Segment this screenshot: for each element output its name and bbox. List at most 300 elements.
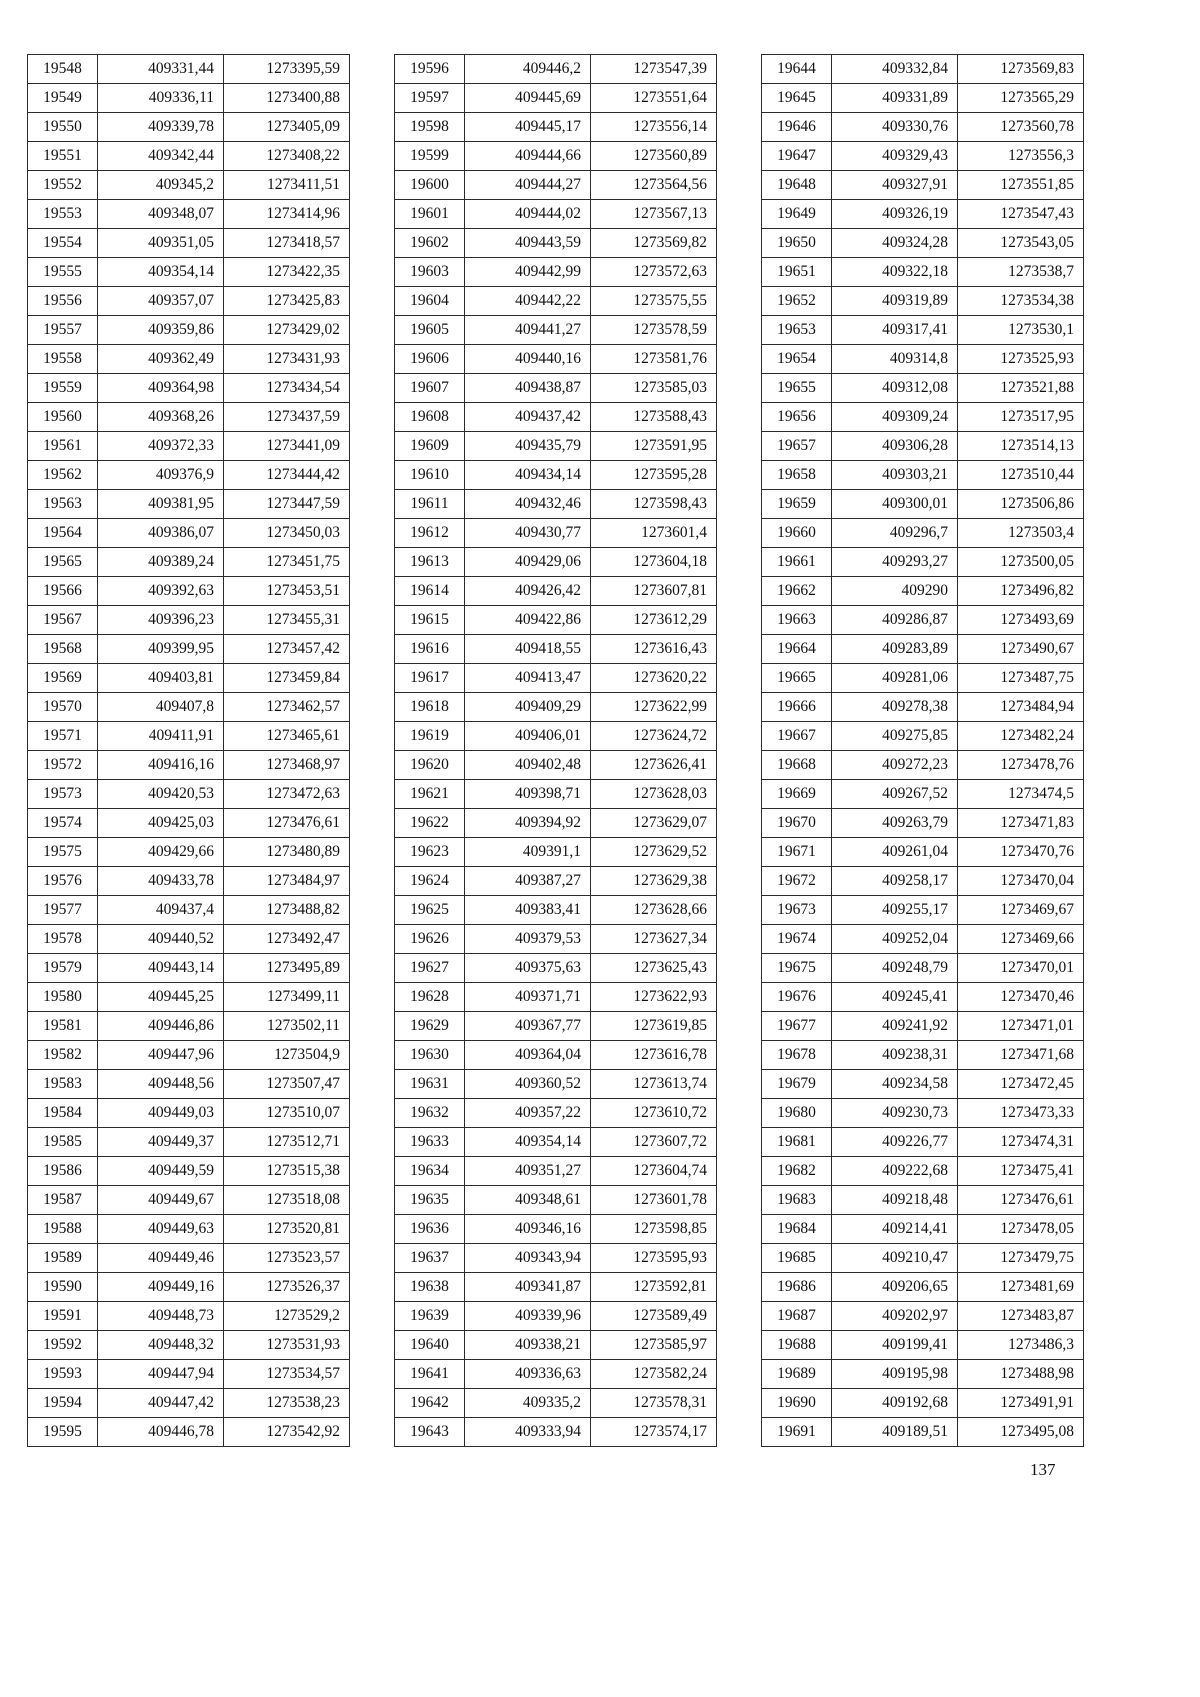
y-coordinate-cell: 1273572,63 (591, 258, 717, 287)
x-coordinate-cell: 409449,63 (98, 1215, 224, 1244)
point-number-cell: 19652 (762, 287, 832, 316)
point-number-cell: 19565 (28, 548, 98, 577)
x-coordinate-cell: 409371,71 (465, 983, 591, 1012)
x-coordinate-cell: 409443,59 (465, 229, 591, 258)
point-number-cell: 19598 (395, 113, 465, 142)
point-number-cell: 19621 (395, 780, 465, 809)
x-coordinate-cell: 409447,94 (98, 1360, 224, 1389)
table-row (28, 519, 350, 548)
y-coordinate-cell: 1273588,43 (591, 403, 717, 432)
table-row (395, 1099, 717, 1128)
x-coordinate-cell: 409372,33 (98, 432, 224, 461)
y-coordinate-cell: 1273506,86 (958, 490, 1084, 519)
x-coordinate-cell: 409296,7 (832, 519, 958, 548)
x-coordinate-cell: 409396,23 (98, 606, 224, 635)
y-coordinate-cell: 1273598,43 (591, 490, 717, 519)
x-coordinate-cell: 409206,65 (832, 1273, 958, 1302)
point-number-cell: 19624 (395, 867, 465, 896)
point-number-cell: 19690 (762, 1389, 832, 1418)
point-number-cell: 19604 (395, 287, 465, 316)
y-coordinate-cell: 1273607,72 (591, 1128, 717, 1157)
y-coordinate-cell: 1273499,11 (224, 983, 350, 1012)
point-number-cell: 19676 (762, 983, 832, 1012)
x-coordinate-cell: 409342,44 (98, 142, 224, 171)
table-row (395, 867, 717, 896)
point-number-cell: 19548 (28, 55, 98, 84)
point-number-cell: 19562 (28, 461, 98, 490)
x-coordinate-cell: 409317,41 (832, 316, 958, 345)
table-row (762, 374, 1084, 403)
x-coordinate-cell: 409278,38 (832, 693, 958, 722)
point-number-cell: 19653 (762, 316, 832, 345)
y-coordinate-cell: 1273604,18 (591, 548, 717, 577)
point-number-cell: 19568 (28, 635, 98, 664)
y-coordinate-cell: 1273598,85 (591, 1215, 717, 1244)
table-row (28, 577, 350, 606)
y-coordinate-cell: 1273437,59 (224, 403, 350, 432)
y-coordinate-cell: 1273431,93 (224, 345, 350, 374)
point-number-cell: 19593 (28, 1360, 98, 1389)
table-row (762, 142, 1084, 171)
table-row (28, 809, 350, 838)
y-coordinate-cell: 1273484,97 (224, 867, 350, 896)
y-coordinate-cell: 1273551,85 (958, 171, 1084, 200)
point-number-cell: 19549 (28, 84, 98, 113)
point-number-cell: 19667 (762, 722, 832, 751)
x-coordinate-cell: 409255,17 (832, 896, 958, 925)
x-coordinate-cell: 409398,71 (465, 780, 591, 809)
x-coordinate-cell: 409357,07 (98, 287, 224, 316)
point-number-cell: 19682 (762, 1157, 832, 1186)
y-coordinate-cell: 1273629,38 (591, 867, 717, 896)
x-coordinate-cell: 409449,37 (98, 1128, 224, 1157)
point-number-cell: 19615 (395, 606, 465, 635)
y-coordinate-cell: 1273480,89 (224, 838, 350, 867)
table-row (28, 1012, 350, 1041)
table-row (395, 142, 717, 171)
y-coordinate-cell: 1273422,35 (224, 258, 350, 287)
table-row (28, 1360, 350, 1389)
table-row (28, 287, 350, 316)
table-row (395, 200, 717, 229)
x-coordinate-cell: 409389,24 (98, 548, 224, 577)
y-coordinate-cell: 1273510,07 (224, 1099, 350, 1128)
point-number-cell: 19566 (28, 577, 98, 606)
x-coordinate-cell: 409394,92 (465, 809, 591, 838)
y-coordinate-cell: 1273585,03 (591, 374, 717, 403)
table-row (395, 1273, 717, 1302)
x-coordinate-cell: 409440,52 (98, 925, 224, 954)
table-row (28, 229, 350, 258)
table-row (395, 519, 717, 548)
x-coordinate-cell: 409403,81 (98, 664, 224, 693)
y-coordinate-cell: 1273507,47 (224, 1070, 350, 1099)
x-coordinate-cell: 409351,05 (98, 229, 224, 258)
y-coordinate-cell: 1273470,01 (958, 954, 1084, 983)
point-number-cell: 19623 (395, 838, 465, 867)
x-coordinate-cell: 409426,42 (465, 577, 591, 606)
point-number-cell: 19618 (395, 693, 465, 722)
table-row (395, 432, 717, 461)
table-row (28, 374, 350, 403)
table-row (762, 1012, 1084, 1041)
y-coordinate-cell: 1273525,93 (958, 345, 1084, 374)
coordinate-table-2 (394, 54, 717, 1447)
point-number-cell: 19552 (28, 171, 98, 200)
y-coordinate-cell: 1273470,46 (958, 983, 1084, 1012)
point-number-cell: 19563 (28, 490, 98, 519)
x-coordinate-cell: 409192,68 (832, 1389, 958, 1418)
point-number-cell: 19662 (762, 577, 832, 606)
table-row (28, 1418, 350, 1447)
x-coordinate-cell: 409303,21 (832, 461, 958, 490)
table-row (762, 1070, 1084, 1099)
point-number-cell: 19578 (28, 925, 98, 954)
x-coordinate-cell: 409442,22 (465, 287, 591, 316)
table-row (395, 345, 717, 374)
point-number-cell: 19636 (395, 1215, 465, 1244)
point-number-cell: 19684 (762, 1215, 832, 1244)
y-coordinate-cell: 1273493,69 (958, 606, 1084, 635)
x-coordinate-cell: 409425,03 (98, 809, 224, 838)
point-number-cell: 19584 (28, 1099, 98, 1128)
point-number-cell: 19586 (28, 1157, 98, 1186)
y-coordinate-cell: 1273581,76 (591, 345, 717, 374)
table-row (762, 838, 1084, 867)
y-coordinate-cell: 1273495,08 (958, 1418, 1084, 1447)
table-row (28, 548, 350, 577)
y-coordinate-cell: 1273589,49 (591, 1302, 717, 1331)
x-coordinate-cell: 409447,42 (98, 1389, 224, 1418)
table-row (28, 316, 350, 345)
table-row (395, 577, 717, 606)
y-coordinate-cell: 1273591,95 (591, 432, 717, 461)
x-coordinate-cell: 409329,43 (832, 142, 958, 171)
table-row (762, 1186, 1084, 1215)
table-row (28, 693, 350, 722)
y-coordinate-cell: 1273619,85 (591, 1012, 717, 1041)
table-row (28, 200, 350, 229)
x-coordinate-cell: 409286,87 (832, 606, 958, 635)
point-number-cell: 19606 (395, 345, 465, 374)
point-number-cell: 19631 (395, 1070, 465, 1099)
y-coordinate-cell: 1273575,55 (591, 287, 717, 316)
table-row (395, 1070, 717, 1099)
y-coordinate-cell: 1273601,78 (591, 1186, 717, 1215)
y-coordinate-cell: 1273601,4 (591, 519, 717, 548)
y-coordinate-cell: 1273474,5 (958, 780, 1084, 809)
point-number-cell: 19591 (28, 1302, 98, 1331)
y-coordinate-cell: 1273486,3 (958, 1331, 1084, 1360)
y-coordinate-cell: 1273476,61 (958, 1186, 1084, 1215)
point-number-cell: 19677 (762, 1012, 832, 1041)
point-number-cell: 19643 (395, 1418, 465, 1447)
point-number-cell: 19655 (762, 374, 832, 403)
table-row (395, 1012, 717, 1041)
y-coordinate-cell: 1273468,97 (224, 751, 350, 780)
table-row (395, 287, 717, 316)
x-coordinate-cell: 409437,4 (98, 896, 224, 925)
table-row (395, 490, 717, 519)
x-coordinate-cell: 409387,27 (465, 867, 591, 896)
x-coordinate-cell: 409354,14 (465, 1128, 591, 1157)
x-coordinate-cell: 409367,77 (465, 1012, 591, 1041)
x-coordinate-cell: 409335,2 (465, 1389, 591, 1418)
table-row (395, 1041, 717, 1070)
table-row (762, 954, 1084, 983)
y-coordinate-cell: 1273523,57 (224, 1244, 350, 1273)
x-coordinate-cell: 409446,2 (465, 55, 591, 84)
x-coordinate-cell: 409275,85 (832, 722, 958, 751)
point-number-cell: 19616 (395, 635, 465, 664)
y-coordinate-cell: 1273400,88 (224, 84, 350, 113)
point-number-cell: 19625 (395, 896, 465, 925)
point-number-cell: 19668 (762, 751, 832, 780)
point-number-cell: 19670 (762, 809, 832, 838)
point-number-cell: 19567 (28, 606, 98, 635)
y-coordinate-cell: 1273622,99 (591, 693, 717, 722)
x-coordinate-cell: 409327,91 (832, 171, 958, 200)
x-coordinate-cell: 409226,77 (832, 1128, 958, 1157)
y-coordinate-cell: 1273624,72 (591, 722, 717, 751)
point-number-cell: 19626 (395, 925, 465, 954)
point-number-cell: 19560 (28, 403, 98, 432)
x-coordinate-cell: 409189,51 (832, 1418, 958, 1447)
y-coordinate-cell: 1273470,04 (958, 867, 1084, 896)
y-coordinate-cell: 1273538,23 (224, 1389, 350, 1418)
table-row (28, 1099, 350, 1128)
x-coordinate-cell: 409331,89 (832, 84, 958, 113)
point-number-cell: 19614 (395, 577, 465, 606)
table-row (395, 925, 717, 954)
table-row (28, 635, 350, 664)
coordinate-table-1 (27, 54, 350, 1447)
point-number-cell: 19645 (762, 84, 832, 113)
x-coordinate-cell: 409391,1 (465, 838, 591, 867)
x-coordinate-cell: 409336,11 (98, 84, 224, 113)
y-coordinate-cell: 1273418,57 (224, 229, 350, 258)
y-coordinate-cell: 1273483,87 (958, 1302, 1084, 1331)
x-coordinate-cell: 409330,76 (832, 113, 958, 142)
table-row (395, 1186, 717, 1215)
table-row (762, 606, 1084, 635)
table-row (762, 722, 1084, 751)
y-coordinate-cell: 1273574,17 (591, 1418, 717, 1447)
y-coordinate-cell: 1273495,89 (224, 954, 350, 983)
table-row (395, 606, 717, 635)
x-coordinate-cell: 409443,14 (98, 954, 224, 983)
x-coordinate-cell: 409309,24 (832, 403, 958, 432)
table-row (762, 1041, 1084, 1070)
point-number-cell: 19649 (762, 200, 832, 229)
y-coordinate-cell: 1273616,43 (591, 635, 717, 664)
y-coordinate-cell: 1273469,66 (958, 925, 1084, 954)
table-row (395, 1244, 717, 1273)
x-coordinate-cell: 409359,86 (98, 316, 224, 345)
point-number-cell: 19646 (762, 113, 832, 142)
point-number-cell: 19581 (28, 1012, 98, 1041)
table-row (395, 1360, 717, 1389)
x-coordinate-cell: 409267,52 (832, 780, 958, 809)
table-row (762, 258, 1084, 287)
x-coordinate-cell: 409437,42 (465, 403, 591, 432)
y-coordinate-cell: 1273585,97 (591, 1331, 717, 1360)
y-coordinate-cell: 1273484,94 (958, 693, 1084, 722)
table-row (762, 635, 1084, 664)
point-number-cell: 19666 (762, 693, 832, 722)
x-coordinate-cell: 409293,27 (832, 548, 958, 577)
y-coordinate-cell: 1273531,93 (224, 1331, 350, 1360)
table-row (762, 577, 1084, 606)
point-number-cell: 19647 (762, 142, 832, 171)
point-number-cell: 19644 (762, 55, 832, 84)
point-number-cell: 19629 (395, 1012, 465, 1041)
x-coordinate-cell: 409432,46 (465, 490, 591, 519)
table-row (28, 55, 350, 84)
y-coordinate-cell: 1273425,83 (224, 287, 350, 316)
table-row (762, 867, 1084, 896)
y-coordinate-cell: 1273492,47 (224, 925, 350, 954)
y-coordinate-cell: 1273592,81 (591, 1273, 717, 1302)
point-number-cell: 19633 (395, 1128, 465, 1157)
x-coordinate-cell: 409218,48 (832, 1186, 958, 1215)
point-number-cell: 19613 (395, 548, 465, 577)
table-row (395, 1157, 717, 1186)
table-row (762, 490, 1084, 519)
point-number-cell: 19675 (762, 954, 832, 983)
table-row (395, 1331, 717, 1360)
y-coordinate-cell: 1273526,37 (224, 1273, 350, 1302)
table-row (28, 925, 350, 954)
x-coordinate-cell: 409449,59 (98, 1157, 224, 1186)
point-number-cell: 19597 (395, 84, 465, 113)
point-number-cell: 19660 (762, 519, 832, 548)
x-coordinate-cell: 409379,53 (465, 925, 591, 954)
point-number-cell: 19561 (28, 432, 98, 461)
y-coordinate-cell: 1273512,71 (224, 1128, 350, 1157)
table-row (762, 113, 1084, 142)
y-coordinate-cell: 1273441,09 (224, 432, 350, 461)
x-coordinate-cell: 409339,96 (465, 1302, 591, 1331)
y-coordinate-cell: 1273482,24 (958, 722, 1084, 751)
table-row (762, 287, 1084, 316)
y-coordinate-cell: 1273490,67 (958, 635, 1084, 664)
table-row (395, 722, 717, 751)
table-row (395, 316, 717, 345)
y-coordinate-cell: 1273478,76 (958, 751, 1084, 780)
table-row (762, 664, 1084, 693)
x-coordinate-cell: 409435,79 (465, 432, 591, 461)
point-number-cell: 19650 (762, 229, 832, 258)
y-coordinate-cell: 1273560,89 (591, 142, 717, 171)
x-coordinate-cell: 409351,27 (465, 1157, 591, 1186)
y-coordinate-cell: 1273542,92 (224, 1418, 350, 1447)
point-number-cell: 19679 (762, 1070, 832, 1099)
table-row (762, 55, 1084, 84)
x-coordinate-cell: 409442,99 (465, 258, 591, 287)
y-coordinate-cell: 1273510,44 (958, 461, 1084, 490)
point-number-cell: 19559 (28, 374, 98, 403)
point-number-cell: 19632 (395, 1099, 465, 1128)
y-coordinate-cell: 1273469,67 (958, 896, 1084, 925)
table-row (762, 1302, 1084, 1331)
y-coordinate-cell: 1273395,59 (224, 55, 350, 84)
x-coordinate-cell: 409392,63 (98, 577, 224, 606)
table-row (395, 1418, 717, 1447)
y-coordinate-cell: 1273414,96 (224, 200, 350, 229)
point-number-cell: 19564 (28, 519, 98, 548)
point-number-cell: 19580 (28, 983, 98, 1012)
x-coordinate-cell: 409448,73 (98, 1302, 224, 1331)
y-coordinate-cell: 1273627,34 (591, 925, 717, 954)
x-coordinate-cell: 409319,89 (832, 287, 958, 316)
y-coordinate-cell: 1273521,88 (958, 374, 1084, 403)
table-row (762, 1128, 1084, 1157)
table-row (762, 1389, 1084, 1418)
y-coordinate-cell: 1273543,05 (958, 229, 1084, 258)
table-row (762, 461, 1084, 490)
y-coordinate-cell: 1273475,41 (958, 1157, 1084, 1186)
point-number-cell: 19605 (395, 316, 465, 345)
point-number-cell: 19664 (762, 635, 832, 664)
point-number-cell: 19590 (28, 1273, 98, 1302)
x-coordinate-cell: 409238,31 (832, 1041, 958, 1070)
table-row (28, 171, 350, 200)
x-coordinate-cell: 409444,66 (465, 142, 591, 171)
y-coordinate-cell: 1273453,51 (224, 577, 350, 606)
table-row (395, 693, 717, 722)
x-coordinate-cell: 409300,01 (832, 490, 958, 519)
y-coordinate-cell: 1273517,95 (958, 403, 1084, 432)
y-coordinate-cell: 1273488,82 (224, 896, 350, 925)
point-number-cell: 19685 (762, 1244, 832, 1273)
y-coordinate-cell: 1273616,78 (591, 1041, 717, 1070)
point-number-cell: 19612 (395, 519, 465, 548)
table-row (28, 1070, 350, 1099)
point-number-cell: 19576 (28, 867, 98, 896)
table-row (28, 142, 350, 171)
x-coordinate-cell: 409343,94 (465, 1244, 591, 1273)
y-coordinate-cell: 1273595,93 (591, 1244, 717, 1273)
point-number-cell: 19674 (762, 925, 832, 954)
table-row (28, 490, 350, 519)
x-coordinate-cell: 409445,17 (465, 113, 591, 142)
x-coordinate-cell: 409448,56 (98, 1070, 224, 1099)
y-coordinate-cell: 1273530,1 (958, 316, 1084, 345)
y-coordinate-cell: 1273496,82 (958, 577, 1084, 606)
point-number-cell: 19610 (395, 461, 465, 490)
y-coordinate-cell: 1273473,33 (958, 1099, 1084, 1128)
x-coordinate-cell: 409449,03 (98, 1099, 224, 1128)
x-coordinate-cell: 409445,69 (465, 84, 591, 113)
point-number-cell: 19619 (395, 722, 465, 751)
x-coordinate-cell: 409446,78 (98, 1418, 224, 1447)
point-number-cell: 19639 (395, 1302, 465, 1331)
point-number-cell: 19583 (28, 1070, 98, 1099)
y-coordinate-cell: 1273478,05 (958, 1215, 1084, 1244)
x-coordinate-cell: 409241,92 (832, 1012, 958, 1041)
point-number-cell: 19627 (395, 954, 465, 983)
table-row (395, 1215, 717, 1244)
x-coordinate-cell: 409416,16 (98, 751, 224, 780)
x-coordinate-cell: 409331,44 (98, 55, 224, 84)
y-coordinate-cell: 1273457,42 (224, 635, 350, 664)
point-number-cell: 19640 (395, 1331, 465, 1360)
table-row (395, 838, 717, 867)
y-coordinate-cell: 1273578,31 (591, 1389, 717, 1418)
point-number-cell: 19687 (762, 1302, 832, 1331)
point-number-cell: 19582 (28, 1041, 98, 1070)
